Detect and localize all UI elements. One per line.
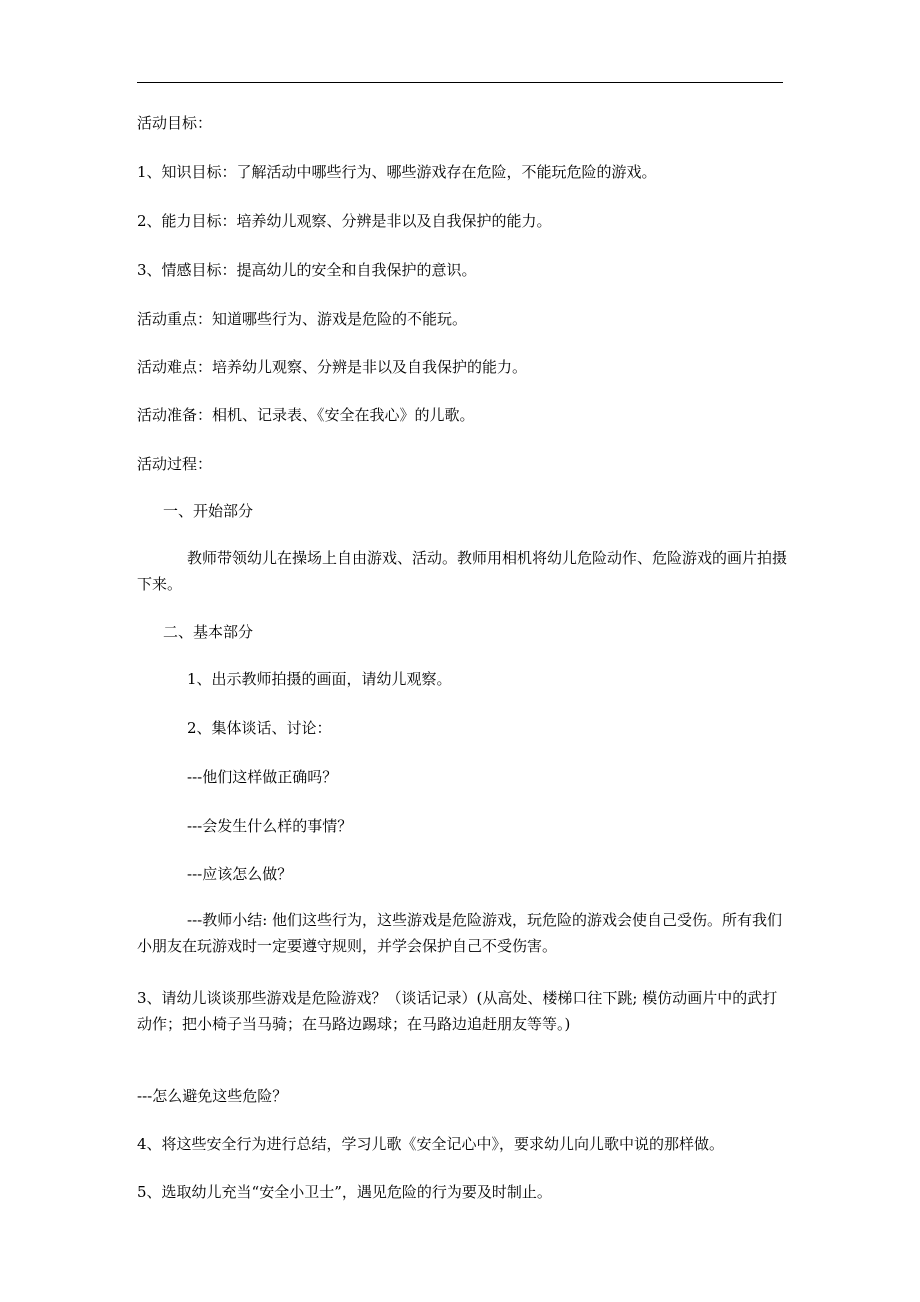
preparation: 活动准备：相机、记录表、《安全在我心》的儿歌。 xyxy=(137,406,475,424)
objectives-heading: 活动目标： xyxy=(137,114,213,132)
key-point: 活动重点：知道哪些行为、游戏是危险的不能玩。 xyxy=(137,310,468,328)
question-consequence: ---会发生什么样的事情？ xyxy=(187,817,353,835)
avoid-question: ---怎么避免这些危险？ xyxy=(137,1087,288,1105)
step-1: 1、出示教师拍摄的画面，请幼儿观察。 xyxy=(187,670,452,688)
part-1-heading: 一、开始部分 xyxy=(163,502,254,520)
teacher-summary-paragraph: ---教师小结: 他们这些行为，这些游戏是危险游戏，玩危险的游戏会使自己受伤。所有我们小朋友在玩游戏时一定要遵守规则，并学会保护自己不受伤害。 xyxy=(137,911,783,955)
part-2-heading: 二、基本部分 xyxy=(163,623,254,641)
objective-knowledge: 1、知识目标：了解活动中哪些行为、哪些游戏存在危险，不能玩危险的游戏。 xyxy=(137,163,657,181)
part-1-paragraph: 教师带领幼儿在操场上自由游戏、活动。教师用相机将幼儿危险动作、危险游戏的画片拍摄下来。 xyxy=(137,549,788,593)
difficulty-point: 活动难点：培养幼儿观察、分辨是非以及自我保护的能力。 xyxy=(137,358,528,376)
question-what-to-do: ---应该怎么做？ xyxy=(187,865,293,883)
step-2: 2、集体谈话、讨论： xyxy=(187,719,332,737)
step-3-paragraph: 3、请幼儿谈谈那些游戏是危险游戏？（谈话记录）(从高处、楼梯口往下跳; 模仿动画片中的武打动作；把小椅子当马骑；在马路边踢球；在马路边追赶朋友等等。) xyxy=(137,989,778,1033)
step-5: 5、选取幼儿充当“安全小卫士”，遇见危险的行为要及时制止。 xyxy=(137,1183,552,1201)
step-4: 4、将这些安全行为进行总结，学习儿歌《安全记心中》，要求幼儿向儿歌中说的那样做。 xyxy=(137,1135,725,1153)
header-rule xyxy=(137,82,783,83)
process-heading: 活动过程： xyxy=(137,455,213,473)
objective-emotion: 3、情感目标：提高幼儿的安全和自我保护的意识。 xyxy=(137,261,477,279)
question-correct: ---他们这样做正确吗？ xyxy=(187,768,338,786)
objective-ability: 2、能力目标：培养幼儿观察、分辨是非以及自我保护的能力。 xyxy=(137,212,552,230)
